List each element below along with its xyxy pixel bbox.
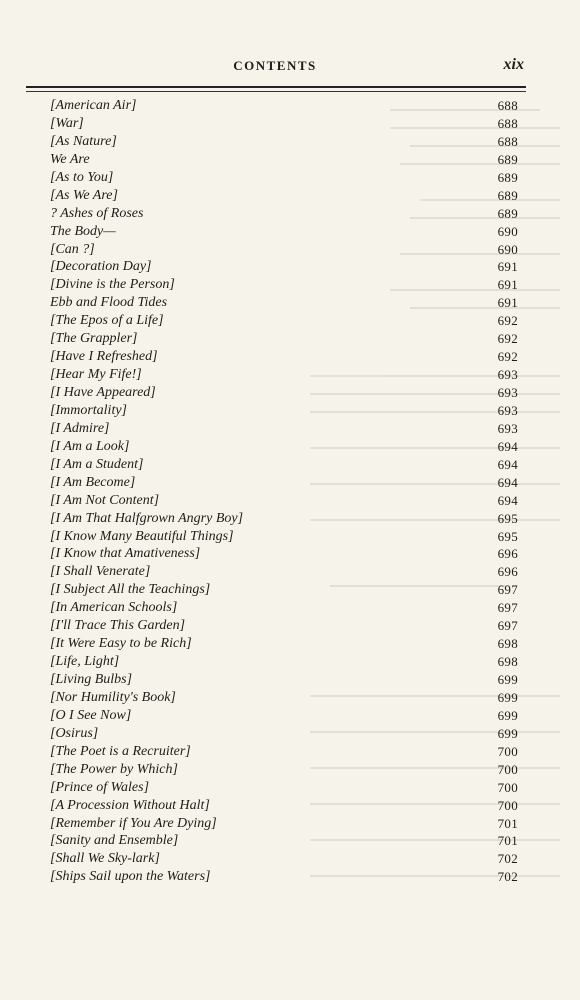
toc-entry-page: 698 [497,654,518,670]
toc-entry [50,223,518,241]
toc-entry [50,725,518,743]
toc-entry-title: [It Were Easy to be Rich] [50,636,192,652]
toc-entry [50,330,518,348]
toc-entry-page: 688 [497,98,518,113]
toc-entry-title: [I Know Many Beautiful Things] [50,528,234,544]
toc-entry-page: 697 [497,618,518,634]
toc-entry [50,151,518,169]
toc-entry-page: 702 [497,851,518,867]
toc-entry [50,402,518,420]
toc-entry [50,850,518,868]
toc-entry [50,384,518,402]
toc-entry-page: 696 [497,546,518,562]
toc-entry-title: [As Nature] [50,133,117,149]
toc-entry-page: 695 [497,510,518,526]
toc-entry [50,815,518,833]
toc-entry-page: 691 [497,295,518,311]
toc-entry-title: [The Poet is a Recruiter] [50,743,191,759]
toc-entry [50,312,518,330]
toc-entry-page: 700 [497,779,518,795]
toc-entry-title: [In American Schools] [50,600,178,616]
toc-entry [50,492,518,510]
toc-entry-title: [The Power by Which] [50,761,178,777]
toc-entry-page: 697 [497,600,518,616]
toc-entry-title: [I Shall Venerate] [50,564,151,580]
toc-entry-page: 699 [497,725,518,741]
toc-entry [50,294,518,312]
toc-entry [50,868,518,886]
toc-entry-title: [O I See Now] [50,707,132,723]
toc-entry [50,169,518,187]
toc-entry-title: [Remember if You Are Dying] [50,815,217,831]
toc-entry [50,474,518,492]
toc-entry-page: 699 [497,689,518,705]
toc-entry-page: 701 [497,815,518,831]
toc-entry-page: 691 [497,259,518,275]
toc-entry-page: 692 [497,331,518,347]
toc-entry-page: 688 [497,133,518,149]
toc-entry-page: 696 [497,564,518,580]
toc-entry [50,187,518,205]
toc-entry-title: [I Am Become] [50,474,136,490]
contents-list [50,97,518,886]
toc-entry-title: [The Grappler] [50,331,138,347]
toc-entry-page: 700 [497,761,518,777]
toc-entry [50,528,518,546]
toc-entry-page: 694 [497,438,518,454]
toc-entry-title: [I Admire] [50,420,110,436]
toc-entry-title: [Living Bulbs] [50,672,133,687]
toc-entry [50,258,518,276]
toc-entry-title: [As We Are] [50,187,118,203]
toc-entry [50,133,518,151]
toc-entry [50,581,518,599]
toc-entry-title: The Body— [50,223,116,239]
running-header [26,58,524,80]
toc-entry-title: [Osirus] [50,725,99,741]
toc-entry-page: 699 [497,707,518,723]
toc-entry [50,761,518,779]
toc-entry-page: 700 [497,797,518,813]
toc-entry [50,115,518,133]
toc-entry-title: [Hear My Fife!] [50,367,142,383]
toc-entry [50,276,518,294]
toc-entry [50,456,518,474]
toc-entry-page: 692 [497,313,518,329]
toc-entry-page: 694 [497,456,518,472]
toc-entry [50,563,518,581]
toc-entry [50,671,518,689]
toc-entry-title: [As to You] [50,169,114,185]
toc-entry-page: 697 [497,582,518,598]
toc-entry-title: [Life, Light] [50,654,120,670]
toc-entry-page: 688 [497,115,518,131]
toc-entry-title: [Shall We Sky-lark] [50,851,160,867]
toc-entry-page: 693 [497,402,518,418]
toc-entry [50,707,518,725]
toc-entry-title: [Can ?] [50,241,95,257]
toc-entry-title: [Prince of Wales] [50,779,150,795]
toc-entry [50,689,518,707]
toc-entry [50,797,518,815]
toc-entry [50,653,518,671]
toc-entry-title: [American Air] [50,98,137,113]
toc-entry-title: [I Am a Look] [50,438,130,454]
toc-entry-title: ? Ashes of Roses [50,205,144,221]
toc-entry [50,205,518,223]
toc-entry-page: 698 [497,636,518,652]
page-number: xix [503,56,524,73]
toc-entry-title: Ebb and Flood Tides [50,295,168,311]
toc-entry-title: [I Have Appeared] [50,385,156,400]
toc-entry-page: 690 [497,241,518,257]
toc-entry [50,241,518,259]
toc-entry-page: 693 [497,420,518,436]
toc-entry-title: [War] [50,115,84,131]
toc-entry-page: 699 [497,672,518,687]
toc-entry [50,438,518,456]
toc-entry-title: [I Am Not Content] [50,492,160,508]
toc-entry-page: 693 [497,385,518,400]
toc-entry-title: [Decoration Day] [50,259,152,275]
toc-entry-title: [I Am That Halfgrown Angry Boy] [50,510,244,526]
toc-entry-title: [A Procession Without Halt] [50,797,210,813]
toc-entry-title: [Immortality] [50,402,127,418]
toc-entry-title: [Sanity and Ensemble] [50,833,179,849]
toc-entry [50,420,518,438]
toc-entry-title: [I Subject All the Teachings] [50,582,211,598]
toc-entry-page: 689 [497,169,518,185]
toc-entry-title: We Are [50,151,90,167]
toc-entry-page: 702 [497,869,518,885]
toc-entry-page: 701 [497,833,518,849]
toc-entry-title: [I Am a Student] [50,456,144,472]
page-title: CONTENTS [233,58,317,73]
toc-entry [50,599,518,617]
header-rule-thick [26,86,526,88]
toc-entry-title: [Have I Refreshed] [50,349,158,365]
toc-entry-title: [I Know that Amativeness] [50,546,201,562]
toc-entry [50,510,518,528]
toc-entry [50,617,518,635]
toc-entry [50,348,518,366]
toc-entry-title: [The Epos of a Life] [50,313,164,329]
toc-entry-title: [Ships Sail upon the Waters] [50,869,211,885]
toc-entry-page: 693 [497,367,518,383]
toc-entry [50,635,518,653]
toc-entry [50,743,518,761]
toc-entry [50,545,518,563]
toc-entry [50,832,518,850]
toc-entry-page: 691 [497,277,518,293]
toc-entry-title: [Nor Humility's Book] [50,689,176,705]
toc-entry [50,366,518,384]
toc-entry-page: 689 [497,205,518,221]
toc-entry-page: 689 [497,151,518,167]
toc-entry-page: 700 [497,743,518,759]
toc-entry-title: [I'll Trace This Garden] [50,618,186,634]
toc-entry-page: 694 [497,474,518,490]
toc-entry-page: 694 [497,492,518,508]
toc-entry-title: [Divine is the Person] [50,277,175,293]
toc-entry [50,97,518,115]
toc-entry-page: 692 [497,349,518,365]
toc-entry-page: 695 [497,528,518,544]
header-rule-thin [26,91,526,92]
toc-entry-page: 690 [497,223,518,239]
toc-entry-page: 689 [497,187,518,203]
toc-entry [50,779,518,797]
